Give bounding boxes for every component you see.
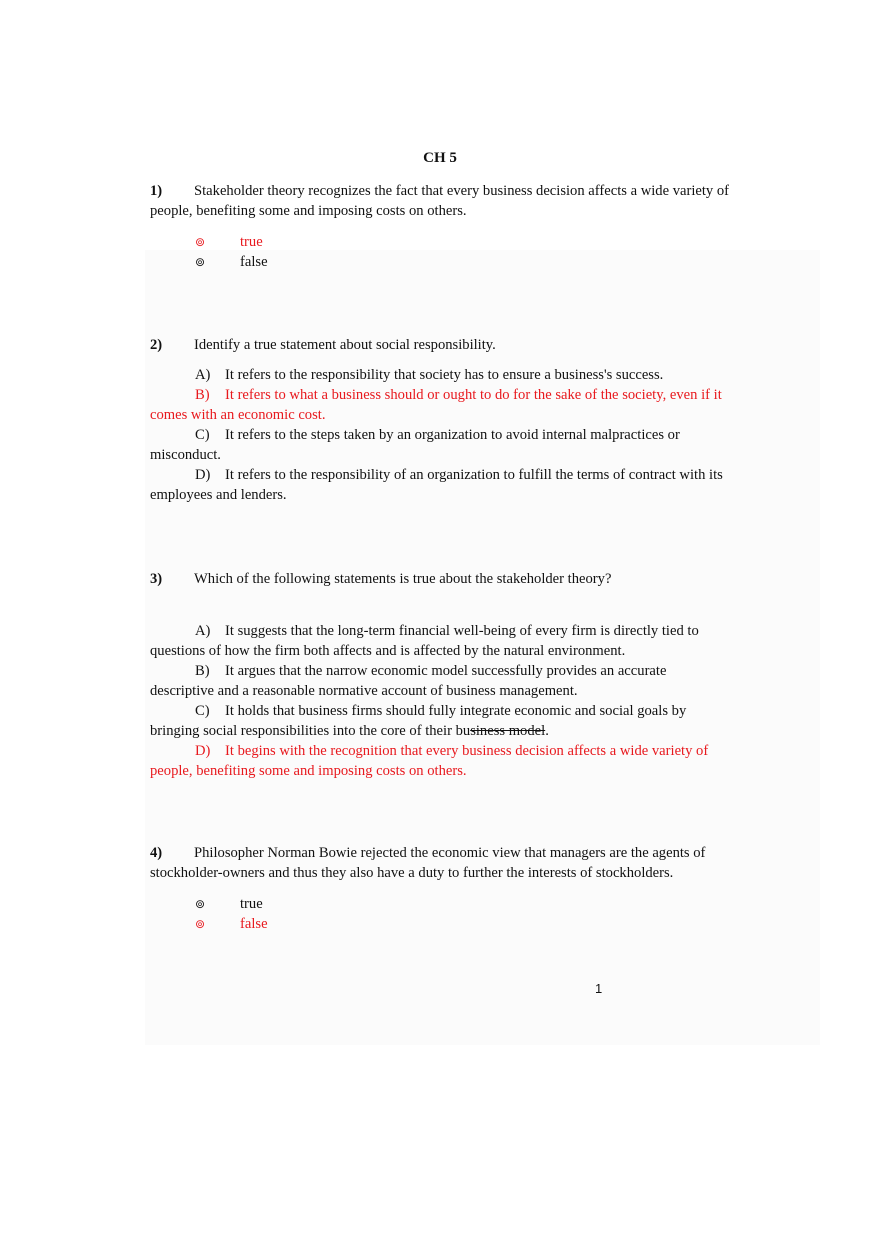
true-false-options xyxy=(150,232,730,272)
option-letter: D) xyxy=(195,743,211,759)
radio-icon: ⊚ xyxy=(195,255,206,269)
multiple-choice-options xyxy=(150,365,730,505)
option-text: It argues that the narrow economic model successfully provides an accurate descriptive and a reasonable normative account of business management. xyxy=(150,663,667,699)
option-text-end: . xyxy=(545,723,549,739)
option-b[interactable] xyxy=(150,385,730,425)
option-text: It refers to what a business should or ought to do for the sake of the society, even if it comes with an economic cost. xyxy=(150,387,722,423)
question-1 xyxy=(150,181,730,272)
option-c[interactable] xyxy=(150,425,730,465)
struck-text: siness model xyxy=(470,723,546,739)
option-letter: A) xyxy=(195,367,211,383)
radio-icon: ⊚ xyxy=(195,897,206,911)
question-text: Identify a true statement about social responsibility. xyxy=(194,337,496,353)
question-number: 4) xyxy=(150,845,163,861)
question-number: 1) xyxy=(150,183,163,199)
option-a[interactable] xyxy=(150,365,730,385)
option-d[interactable] xyxy=(150,465,730,505)
question-text: Which of the following statements is true about the stakeholder theory? xyxy=(194,571,612,587)
option-true[interactable] xyxy=(195,894,730,914)
option-false[interactable] xyxy=(195,252,730,272)
true-false-options xyxy=(150,894,730,934)
option-label: false xyxy=(240,916,268,932)
option-text: It refers to the steps taken by an organization to avoid internal malpractices or misconduct. xyxy=(150,427,680,463)
option-letter: C) xyxy=(195,703,210,719)
option-letter: D) xyxy=(195,467,211,483)
question-stem xyxy=(150,843,730,883)
option-b[interactable] xyxy=(150,661,730,701)
page-number: 1 xyxy=(595,981,603,996)
option-text: It suggests that the long-term financial well-being of every firm is directly tied to questions of how the firm both affects and is affected by the natural environment. xyxy=(150,623,699,659)
option-c[interactable] xyxy=(150,701,730,741)
option-text: It refers to the responsibility that society has to ensure a business's success. xyxy=(225,367,664,383)
question-3 xyxy=(150,569,730,781)
question-4 xyxy=(150,843,730,934)
chapter-title: CH 5 xyxy=(423,150,457,166)
option-text: It holds that business firms should fully integrate economic and social goals by bringing social responsibilities into the core of their bu xyxy=(150,703,687,739)
option-letter: C) xyxy=(195,427,210,443)
option-letter: A) xyxy=(195,623,211,639)
question-text: Philosopher Norman Bowie rejected the economic view that managers are the agents of stockholder-owners and thus they also have a duty to further the interests of stockholders. xyxy=(150,845,706,881)
multiple-choice-options xyxy=(150,621,730,781)
radio-icon: ⊚ xyxy=(195,917,206,931)
question-stem xyxy=(150,335,730,355)
question-stem xyxy=(150,181,730,221)
question-number: 3) xyxy=(150,571,163,587)
option-label: true xyxy=(240,234,263,250)
option-a[interactable] xyxy=(150,621,730,661)
question-number: 2) xyxy=(150,337,163,353)
option-d[interactable] xyxy=(150,741,730,781)
option-false[interactable] xyxy=(195,914,730,934)
option-label: false xyxy=(240,254,268,270)
question-2 xyxy=(150,335,730,505)
radio-icon: ⊚ xyxy=(195,235,206,249)
option-text: It refers to the responsibility of an organization to fulfill the terms of contract with its employees and lenders. xyxy=(150,467,723,503)
option-text: It begins with the recognition that every business decision affects a wide variety of people, benefiting some and imposing costs on others. xyxy=(150,743,709,779)
option-letter: B) xyxy=(195,663,210,679)
option-label: true xyxy=(240,896,263,912)
option-true[interactable] xyxy=(195,232,730,252)
question-stem xyxy=(150,569,730,589)
option-letter: B) xyxy=(195,387,210,403)
question-text: Stakeholder theory recognizes the fact that every business decision affects a wide variety of people, benefiting some and imposing costs on others. xyxy=(150,183,730,219)
